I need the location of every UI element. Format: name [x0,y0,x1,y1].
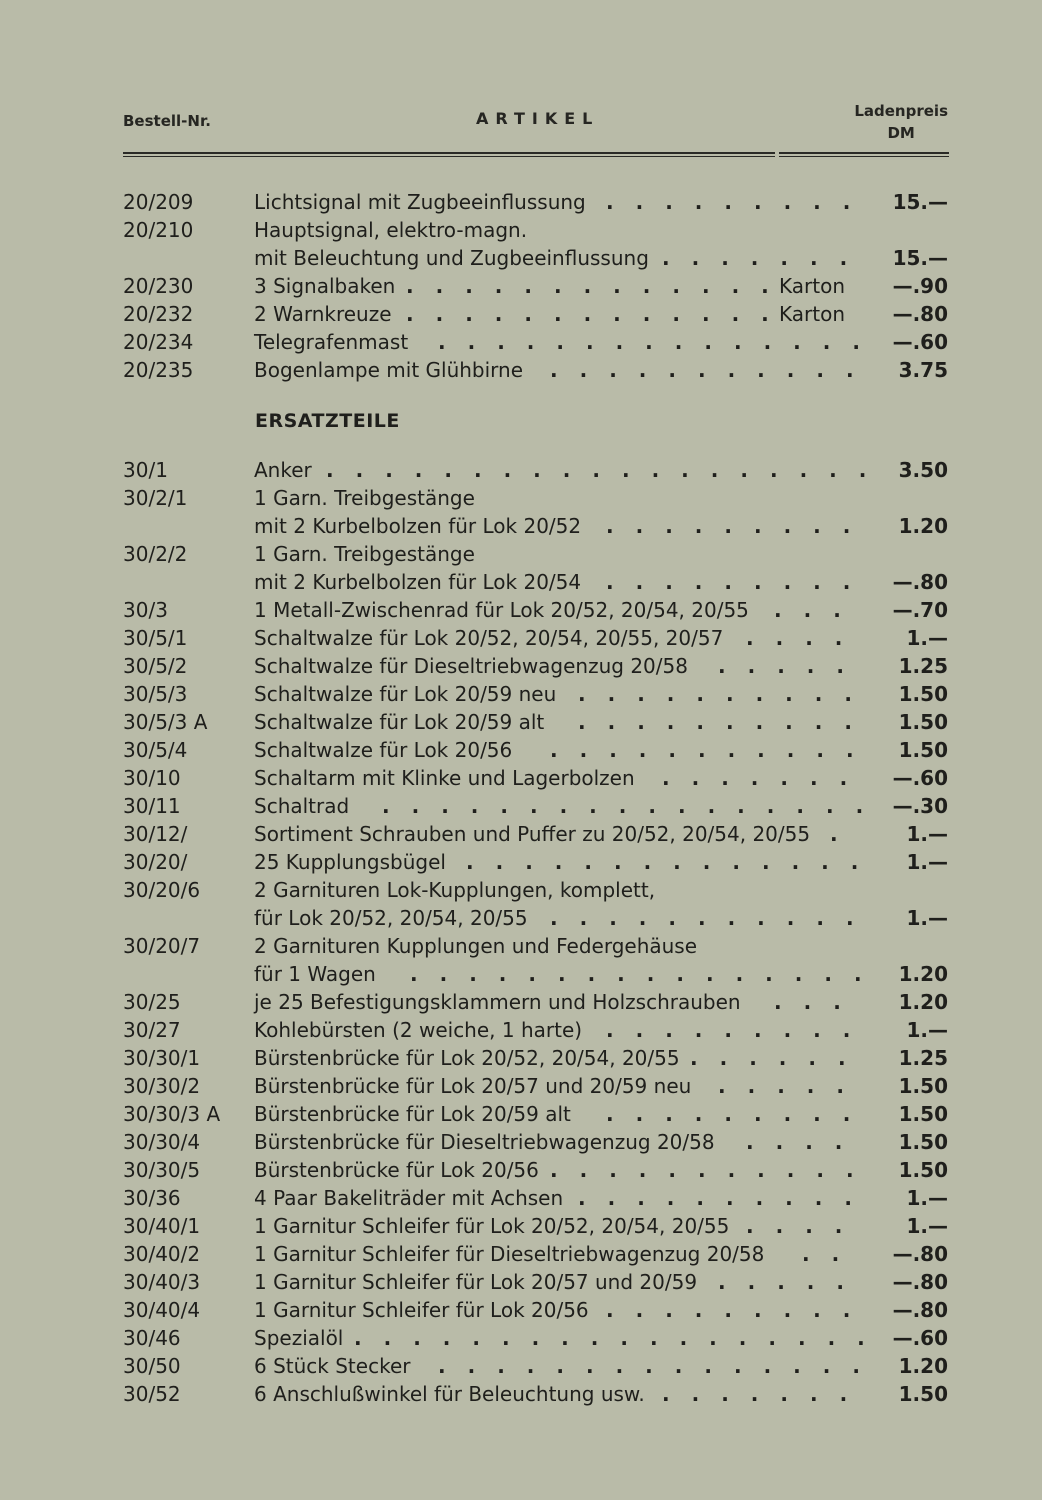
article-description: 2 Garnituren Kupplungen und Federgehäuse [254,934,698,958]
list-item [0,512,1042,540]
leader-dots: ..... [718,654,866,678]
order-number: 30/30/1 [123,1046,201,1070]
order-number: 30/25 [123,990,181,1014]
article-description: für 1 Wagen [254,962,376,986]
order-number: 30/30/2 [123,1074,201,1098]
list-item [0,1184,1042,1212]
leader-dots: ... [774,990,863,1014]
article-description: Kohlebürsten (2 weiche, 1 harte) [254,1018,583,1042]
list-item [0,1072,1042,1100]
leader-dots: .................. [354,1326,887,1350]
leader-dots: ............. [406,302,791,326]
order-number: 30/40/1 [123,1214,201,1238]
leader-dots: ......... [606,514,873,538]
article-description: Hauptsignal, elektro-magn. [254,218,528,242]
list-item [0,484,1042,512]
price: 1.20 [898,514,948,538]
leader-dots: .......... [578,682,874,706]
article-description: 6 Anschlußwinkel für Beleuchtung usw. [254,1382,645,1406]
order-number-header: Bestell-Nr. [123,112,211,130]
price: 1.50 [898,1382,948,1406]
price: 1.50 [898,1102,948,1126]
leader-dots: ............... [438,330,882,354]
article-description: 1 Garnitur Schleifer für Lok 20/52, 20/54, 20/55 [254,1214,730,1238]
article-description: 4 Paar Bakeliträder mit Achsen [254,1186,564,1210]
price: 3.50 [898,458,948,482]
order-number: 30/5/2 [123,654,188,678]
order-number: 30/5/1 [123,626,188,650]
leader-dots: ......... [606,1298,873,1322]
article-description: Schaltwalze für Lok 20/52, 20/54, 20/55, 20/57 [254,626,724,650]
article-description: mit 2 Kurbelbolzen für Lok 20/54 [254,570,582,594]
leader-dots: .......... [578,1186,874,1210]
article-description: je 25 Befestigungsklammern und Holzschrauben [254,990,741,1014]
article-description: Lichtsignal mit Zugbeeinflussung [254,190,586,214]
list-item [0,624,1042,652]
list-item [0,216,1042,244]
order-number: 30/2/1 [123,486,188,510]
list-item [0,300,1042,328]
order-number: 30/5/4 [123,738,188,762]
order-number: 30/12/ [123,822,188,846]
price: 15.— [892,246,948,270]
article-description: Telegrafenmast [254,330,409,354]
article-description: 25 Kupplungsbügel [254,850,446,874]
unit-label: Karton [779,274,845,298]
article-header: ARTIKEL [476,109,600,128]
price: 1.50 [898,1130,948,1154]
article-description: mit 2 Kurbelbolzen für Lok 20/52 [254,514,582,538]
price-header-line1: Ladenpreis [854,102,948,120]
article-description: 1 Garnitur Schleifer für Lok 20/56 [254,1298,589,1322]
list-item [0,932,1042,960]
list-item [0,736,1042,764]
price-header [854,100,948,144]
order-number: 30/40/4 [123,1298,201,1322]
leader-dots: ........... [550,906,876,930]
order-number: 30/40/2 [123,1242,201,1266]
list-item [0,1044,1042,1072]
price: 1.— [906,626,948,650]
list-item [0,764,1042,792]
header-rule [123,152,949,154]
price: 1.50 [898,710,948,734]
article-description: Schaltwalze für Dieseltriebwagenzug 20/58 [254,654,688,678]
order-number: 20/232 [123,302,194,326]
unit-label: Karton [779,302,845,326]
leader-dots: ... [774,598,863,622]
list-item [0,848,1042,876]
list-item [0,596,1042,624]
order-number: 30/1 [123,458,168,482]
leader-dots: .... [746,1214,865,1238]
header-rule-thin [123,156,949,157]
list-item [0,652,1042,680]
list-item [0,456,1042,484]
price: 1.25 [898,1046,948,1070]
order-number: 30/2/2 [123,542,188,566]
leader-dots: ......... [606,190,873,214]
article-description: Schaltarm mit Klinke und Lagerbolzen [254,766,635,790]
order-number: 30/3 [123,598,168,622]
price: —.80 [892,302,948,326]
order-number: 30/30/4 [123,1130,201,1154]
column-gap [775,150,779,159]
list-item [0,820,1042,848]
price: 1.50 [898,682,948,706]
list-item [0,988,1042,1016]
price: 1.20 [898,962,948,986]
price: 1.50 [898,1074,948,1098]
order-number: 30/46 [123,1326,181,1350]
list-item [0,904,1042,932]
leader-dots: .... [746,1130,865,1154]
order-number: 30/5/3 A [123,710,208,734]
price: 1.— [906,1214,948,1238]
order-number: 30/30/5 [123,1158,201,1182]
price: 1.20 [898,1354,948,1378]
leader-dots: ............. [406,274,791,298]
order-number: 20/235 [123,358,194,382]
price: 1.— [906,822,948,846]
leader-dots: . [830,822,860,846]
order-number: 20/230 [123,274,194,298]
list-item [0,328,1042,356]
leader-dots: ......... [606,1102,873,1126]
article-description: Schaltrad [254,794,350,818]
price: —.60 [892,330,948,354]
list-item [0,1380,1042,1408]
article-description: 2 Garnituren Lok-Kupplungen, komplett, [254,878,656,902]
article-description: Bürstenbrücke für Lok 20/56 [254,1158,539,1182]
leader-dots: ................. [382,794,886,818]
article-description: Anker [254,458,312,482]
leader-dots: ...... [690,1046,868,1070]
leader-dots: .... [746,626,865,650]
order-number: 30/10 [123,766,181,790]
article-description: Sortiment Schrauben und Puffer zu 20/52, 20/54, 20/55 [254,822,811,846]
order-number: 20/234 [123,330,194,354]
list-item [0,1100,1042,1128]
price: 3.75 [898,358,948,382]
leader-dots: ....... [662,766,870,790]
order-number: 30/5/3 [123,682,188,706]
price: —.60 [892,1326,948,1350]
price: 1.— [906,850,948,874]
article-description: Bürstenbrücke für Lok 20/57 und 20/59 neu [254,1074,692,1098]
list-item [0,708,1042,736]
article-description: 6 Stück Stecker [254,1354,411,1378]
list-item [0,188,1042,216]
article-description: 1 Garn. Treibgestänge [254,486,475,510]
list-item [0,680,1042,708]
price: 15.— [892,190,948,214]
article-description: Spezialöl [254,1326,344,1350]
leader-dots: ............... [438,1354,882,1378]
leader-dots: ........... [550,738,876,762]
order-number: 20/209 [123,190,194,214]
price: —.70 [892,598,948,622]
order-number: 30/20/6 [123,878,201,902]
list-item [0,876,1042,904]
list-item [0,356,1042,384]
order-number: 30/11 [123,794,181,818]
list-item [0,1016,1042,1044]
leader-dots: .. [802,1242,862,1266]
price: 1.— [906,1018,948,1042]
leader-dots: ....... [662,1382,870,1406]
price: —.80 [892,570,948,594]
article-description: 1 Metall-Zwischenrad für Lok 20/52, 20/54, 20/55 [254,598,749,622]
article-description: 2 Warnkreuze [254,302,392,326]
leader-dots: ........... [550,1158,876,1182]
list-item [0,960,1042,988]
order-number: 30/50 [123,1354,181,1378]
price: —.80 [892,1242,948,1266]
order-number: 30/20/7 [123,934,201,958]
article-description: 3 Signalbaken [254,274,396,298]
list-item [0,1352,1042,1380]
price-header-currency: DM [887,124,915,142]
list-item [0,540,1042,568]
section-title: ERSATZTEILE [255,410,400,432]
article-description: Schaltwalze für Lok 20/59 neu [254,682,557,706]
order-number: 30/40/3 [123,1270,201,1294]
leader-dots: ................... [326,458,889,482]
price: 1.50 [898,1158,948,1182]
list-item [0,1240,1042,1268]
article-description: Bogenlampe mit Glühbirne [254,358,524,382]
order-number: 30/36 [123,1186,181,1210]
article-description: Bürstenbrücke für Lok 20/52, 20/54, 20/55 [254,1046,680,1070]
article-description: Bürstenbrücke für Dieseltriebwagenzug 20/58 [254,1130,715,1154]
price: —.90 [892,274,948,298]
price: —.80 [892,1270,948,1294]
order-number: 30/30/3 A [123,1102,221,1126]
article-description: 1 Garnitur Schleifer für Lok 20/57 und 20/59 [254,1270,698,1294]
leader-dots: ........... [550,358,876,382]
article-description: mit Beleuchtung und Zugbeeinflussung [254,246,649,270]
list-item [0,1268,1042,1296]
list-item [0,272,1042,300]
article-description: 1 Garnitur Schleifer für Dieseltriebwagenzug 20/58 [254,1242,765,1266]
leader-dots: .............. [466,850,881,874]
leader-dots: ......... [606,570,873,594]
article-description: 1 Garn. Treibgestänge [254,542,475,566]
price: 1.— [906,1186,948,1210]
leader-dots: .......... [578,710,874,734]
order-number: 30/27 [123,1018,181,1042]
list-item [0,1212,1042,1240]
price: 1.20 [898,990,948,1014]
article-description: Schaltwalze für Lok 20/59 alt [254,710,545,734]
order-number: 30/52 [123,1382,181,1406]
list-item [0,568,1042,596]
list-item [0,792,1042,820]
leader-dots: ..... [718,1074,866,1098]
price: 1.— [906,906,948,930]
list-item [0,244,1042,272]
leader-dots: ....... [662,246,870,270]
article-description: Bürstenbrücke für Lok 20/59 alt [254,1102,571,1126]
price: 1.50 [898,738,948,762]
list-item [0,1296,1042,1324]
list-item [0,1324,1042,1352]
article-description: für Lok 20/52, 20/54, 20/55 [254,906,528,930]
leader-dots: ......... [606,1018,873,1042]
price: —.80 [892,1298,948,1322]
article-description: Schaltwalze für Lok 20/56 [254,738,513,762]
order-number: 30/20/ [123,850,188,874]
price: 1.25 [898,654,948,678]
price: —.30 [892,794,948,818]
leader-dots: ................ [410,962,884,986]
order-number: 20/210 [123,218,194,242]
leader-dots: ..... [718,1270,866,1294]
price: —.60 [892,766,948,790]
list-item [0,1128,1042,1156]
list-item [0,1156,1042,1184]
